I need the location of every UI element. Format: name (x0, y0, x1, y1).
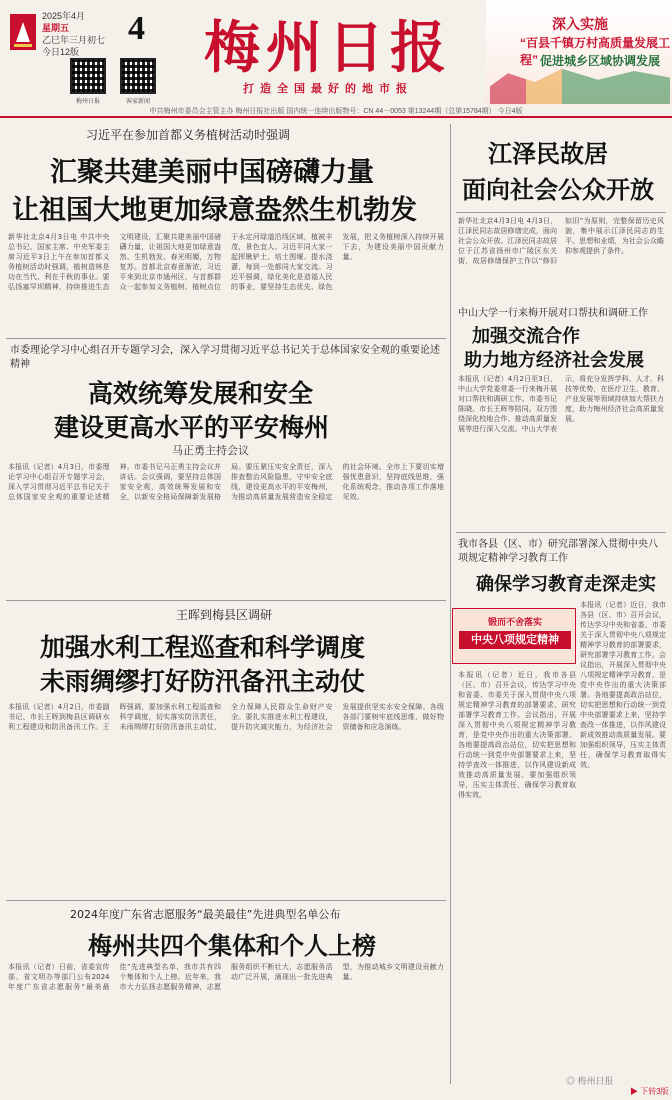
qr-caption: 梅州日报 (75, 99, 100, 105)
article-body: 本报讯（记者）日前，省委宣传部、省文明办等部门公布2024年度广东省志愿服务“最美最佳”先进典型名单，我市共有四个集体和个人上榜。近年来，我市大力弘扬志愿服务精神，志愿服务组织不断壮大，志愿服务活动广泛开展，涌现出一批先进典型，为推动城乡文明建设贡献力量。 (8, 963, 444, 991)
today-pages: 今日12版 (42, 47, 80, 57)
paper-title: 梅州日报 (204, 15, 452, 81)
theme-banner (452, 608, 576, 664)
promo-line: “百县千镇万村高质量发展工程” (520, 36, 671, 67)
article-subheading: 马正勇主持会议 (172, 444, 249, 457)
qr-caption: 客家新闻 (125, 99, 150, 105)
watermark: ◎ 梅州日报 (566, 1076, 614, 1086)
article-body: 本报讯（记者）4月3日，市委理论学习中心组召开专题学习会，深入学习贯彻习近平总书记关于总体国家安全观的重要论述精神。市委书记马正勇主持会议并讲话。会议强调，要坚持总体国家安全观，高效统筹发展和安全，以新安全格局保障新发展格局。要压紧压实安全责任，深入排查整治风险隐患，守牢安全底线，建设更高水平的平安梅州，为推动高质量发展营造安全稳定的社会环境。全市上下要切实增强忧患意识，坚持底线思维，强化系统观念，推动各项工作落地见效。 (8, 463, 444, 501)
article-headline[interactable]: 确保学习教育走深走实 (476, 574, 656, 595)
promo-line: 深入实施 (552, 16, 608, 32)
date-info (42, 10, 105, 58)
article-headline[interactable]: 高效统筹发展和安全 (88, 379, 314, 408)
paper-tagline: 打造全国最好的地市报 (243, 82, 413, 95)
promo-line: 促进城乡区域协调发展 (540, 54, 661, 68)
article-headline[interactable]: 让祖国大地更加绿意盎然生机勃发 (12, 195, 417, 226)
article-headline[interactable]: 加强水利工程巡查和科学调度 (40, 633, 366, 662)
banner-main: 中央八项规定精神 (459, 631, 571, 649)
article-headline[interactable]: 汇聚共建美丽中国磅礴力量 (50, 157, 374, 188)
article-kicker: 王晖到梅县区调研 (176, 608, 273, 622)
masthead (0, 0, 672, 118)
article-headline[interactable]: 江泽民故居 (488, 139, 608, 168)
article-kicker: 市委理论学习中心组召开专题学习会，深入学习贯彻习近平总书记关于总体国家安全观的重要论述精神 (10, 345, 440, 370)
section-divider (6, 338, 446, 339)
article-body: 本报讯（记者）4月2日，市委副书记、市长王晖到梅县区调研水利工程建设和防汛备汛工作。王晖强调，要加强水利工程巡查和科学调度，切实落实防汛责任，未雨绸缪打好防汛备汛主动仗，全力保障人民群众生命财产安全。要扎实推进水利工程建设，提升防灾减灾能力，为经济社会发展提供坚实水安全保障。各级各部门要树牢底线思维，做好物资储备和应急演练。 (8, 703, 444, 731)
article-headline[interactable]: 建设更高水平的平安梅州 (54, 413, 330, 442)
article-body: 新华社北京4月3日电 中共中央总书记、国家主席、中央军委主席习近平3日上午在参加首都义务植树活动时强调，植树造林是功在当代、利在千秋的事业。要弘扬塞罕坝精神，持续推进生态文明建设，汇聚共建美丽中国磅礴力量，让祖国大地更加绿意盎然、生机勃发。春光明媚，万物复苏。首都北京春意渐浓，习近平来到北京市通州区，与首都群众一起参加义务植树。植树点位于永定河绿道沿线区域，植被丰茂，景色宜人。习近平同大家一起挥锹铲土、培土围堰、提水浇灌，每到一处都同大家交流。习近平强调，绿化美化是造福人民的事业，要坚持生态优先、绿色发展，把义务植树深入持续开展下去，为建设美丽中国贡献力量。 (8, 233, 444, 291)
section-divider (456, 532, 666, 533)
section-divider (6, 600, 446, 601)
qr-code-icon[interactable] (120, 58, 156, 94)
qr-code-icon[interactable] (70, 58, 106, 94)
article-body: 本报讯（记者）近日，我市各县（区、市）召开会议，传达学习中央和省委、市委关于深入贯彻中央八项规定精神学习教育的部署要求，研究部署学习教育工作。会议指出，开展深入贯彻中央八项规定精神学习教育，是党中央作出的重大决策部署。各地要提高政治站位，切实把思想和行动统一到党中央部署要求上来，坚持学查改一体推进，以作风建设新成效推动高质量发展。要加强组织领导，压实主体责任，确保学习教育取得实效。 (458, 671, 576, 799)
column-divider (450, 124, 451, 1084)
date-panel (8, 6, 178, 106)
article-body: 新华社北京4月3日电 4月3日，江泽民同志故居修缮完成，面向社会公众开放。江泽民同志故居位于江苏省扬州市广陵区东关街，故居修缮保护工作以“修旧如旧”为原则，完整保留历史风貌，集中展示江泽民同志的生平、思想和业绩，为社会公众瞻仰参观提供了条件。 (458, 217, 664, 265)
article-headline[interactable]: 面向社会公众开放 (462, 175, 654, 204)
section-divider (456, 212, 666, 213)
lunar-date: 乙巳年三月初七 (42, 35, 106, 45)
article-kicker: 习近平在参加首都义务植树活动时强调 (86, 128, 291, 142)
section-divider (6, 900, 446, 901)
article-headline[interactable]: 助力地方经济社会发展 (464, 350, 644, 371)
article-kicker: 中山大学一行来梅开展对口帮扶和调研工作 (458, 308, 648, 319)
publication-info: 中共梅州市委员会主管主办 梅州日报社出版 国内统一连续出版物号：CN 44－0053 第13244期（总第15784期） 今日4版 (149, 108, 523, 115)
date-month: 2025年4月 (42, 11, 86, 21)
article-kicker: 我市各县（区、市）研究部署深入贯彻中央八项规定精神学习教育工作 (458, 539, 658, 564)
weekday: 星期五 (42, 23, 70, 33)
article-headline[interactable]: 未雨绸缪打好防汛备汛主动仗 (40, 667, 366, 696)
article-headline[interactable]: 梅州共四个集体和个人上榜 (88, 931, 376, 960)
article-body: 本报讯（记者）近日，我市各县（区、市）召开会议，传达学习中央和省委、市委关于深入贯彻中央八项规定精神学习教育的部署要求，研究部署学习教育工作。会议指出，开展深入贯彻中央八项规定精神学习教育，是党中央作出的重大决策部署。各地要提高政治站位，切实把思想和行动统一到党中央部署要求上来，坚持学查改一体推进，以作风建设新成效推动高质量发展。要加强组织领导，压实主体责任，确保学习教育取得实效。 (580, 601, 666, 769)
page-jump-link[interactable]: ▶ 下转3版 (630, 1087, 669, 1096)
article-headline[interactable]: 加强交流合作 (472, 326, 580, 347)
newspaper-logo-icon (8, 12, 38, 52)
banner-title: 锻而不舍落实 (487, 617, 542, 627)
article-body: 本报讯（记者）4月2日至3日，中山大学党委常委一行来梅开展对口帮扶和调研工作。市委书记陈晓、市长王晖等陪同。双方围绕深化校地合作、推动高质量发展等进行深入交流。中山大学表示，将充分发挥学科、人才、科技等优势，在医疗卫生、教育、产业发展等领域持续加大帮扶力度，助力梅州经济社会高质量发展。 (458, 375, 664, 433)
issue-day: 4 (128, 10, 145, 47)
article-kicker: 2024年度广东省志愿服务“最美最佳”先进典型名单公布 (70, 908, 341, 921)
